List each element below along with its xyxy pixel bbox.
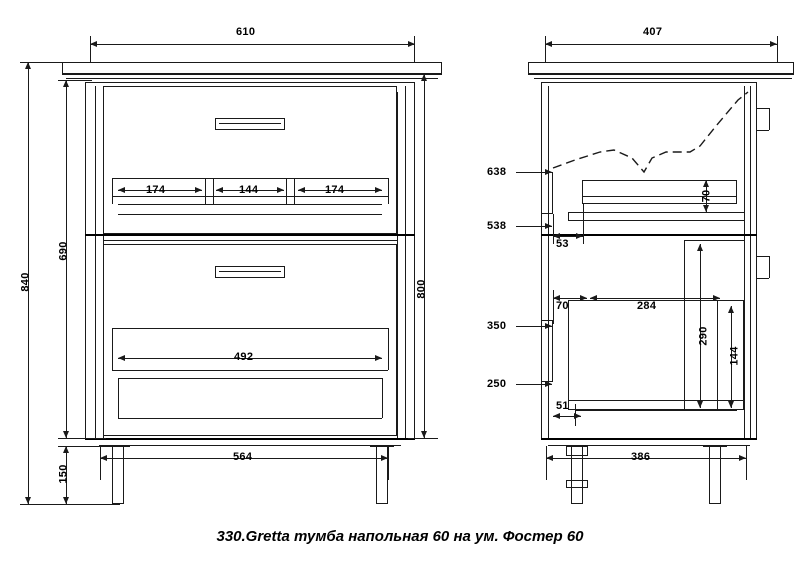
dim-70-top-arrow-b <box>703 205 709 212</box>
dim-290-arrow-a <box>697 244 703 251</box>
dim-386-arrow-a <box>546 455 553 461</box>
drawing-caption: 330.Gretta тумба напольная 60 на ум. Фостер 60 <box>216 528 584 545</box>
dim-side-inner-144: 144 <box>728 346 741 366</box>
dim-284-arrow-b <box>713 295 720 301</box>
dim-side-inner-70-left: 70 <box>556 300 569 312</box>
dim-53-ext-right <box>583 204 584 244</box>
dim-front-body-height: 800 <box>415 279 428 299</box>
dim-51-ext-right <box>575 404 576 426</box>
leader-638-arrow <box>545 169 552 175</box>
dim-side-638: 638 <box>487 166 507 178</box>
dim-front-base-width: 564 <box>233 451 253 463</box>
leader-250-arrow <box>545 381 552 387</box>
dim-front-leg-height: 150 <box>57 464 70 484</box>
dim-side-538: 538 <box>487 220 507 232</box>
dim-side-base-depth: 386 <box>631 451 651 463</box>
dim-side-inner-53: 53 <box>556 238 569 250</box>
dim-side-250: 250 <box>487 378 507 390</box>
dim-144-arrow-a <box>728 306 734 313</box>
dim-386-ext-left <box>546 446 547 480</box>
dim-53-arrow-b <box>576 233 583 239</box>
dim-front-overall-width: 610 <box>236 26 256 38</box>
dim-70-left-arrow-b <box>580 295 587 301</box>
dim-51-arrow-a <box>553 413 560 419</box>
dim-side-inner-290: 290 <box>697 326 710 346</box>
dim-284-arrow-a <box>590 295 597 301</box>
dim-386-arrow-b <box>739 455 746 461</box>
dim-front-cabinet-height: 690 <box>57 241 70 261</box>
dim-70-top-arrow-a <box>703 180 709 187</box>
dim-290-arrow-b <box>697 401 703 408</box>
dim-144-arrow-b <box>728 401 734 408</box>
dim-side-inner-284: 284 <box>637 300 657 312</box>
dim-side-inner-70-top: 70 <box>700 189 713 203</box>
dim-side-350: 350 <box>487 320 507 332</box>
dim-front-total-height: 840 <box>19 272 32 292</box>
dim-side-inner-51: 51 <box>556 400 569 412</box>
dim-side-overall-depth: 407 <box>643 26 663 38</box>
dim-front-top-mid-segment: 144 <box>239 184 259 196</box>
dim-53-ext-left <box>553 214 554 244</box>
dim-front-bottom-inner: 492 <box>234 351 254 363</box>
dim-70-left-ext-a <box>553 290 554 324</box>
dim-386-ext-right <box>746 446 747 480</box>
leader-538-arrow <box>545 223 552 229</box>
leader-350-arrow <box>545 323 552 329</box>
dim-front-top-left-segment: 174 <box>146 184 166 196</box>
dim-front-top-right-segment: 174 <box>325 184 345 196</box>
